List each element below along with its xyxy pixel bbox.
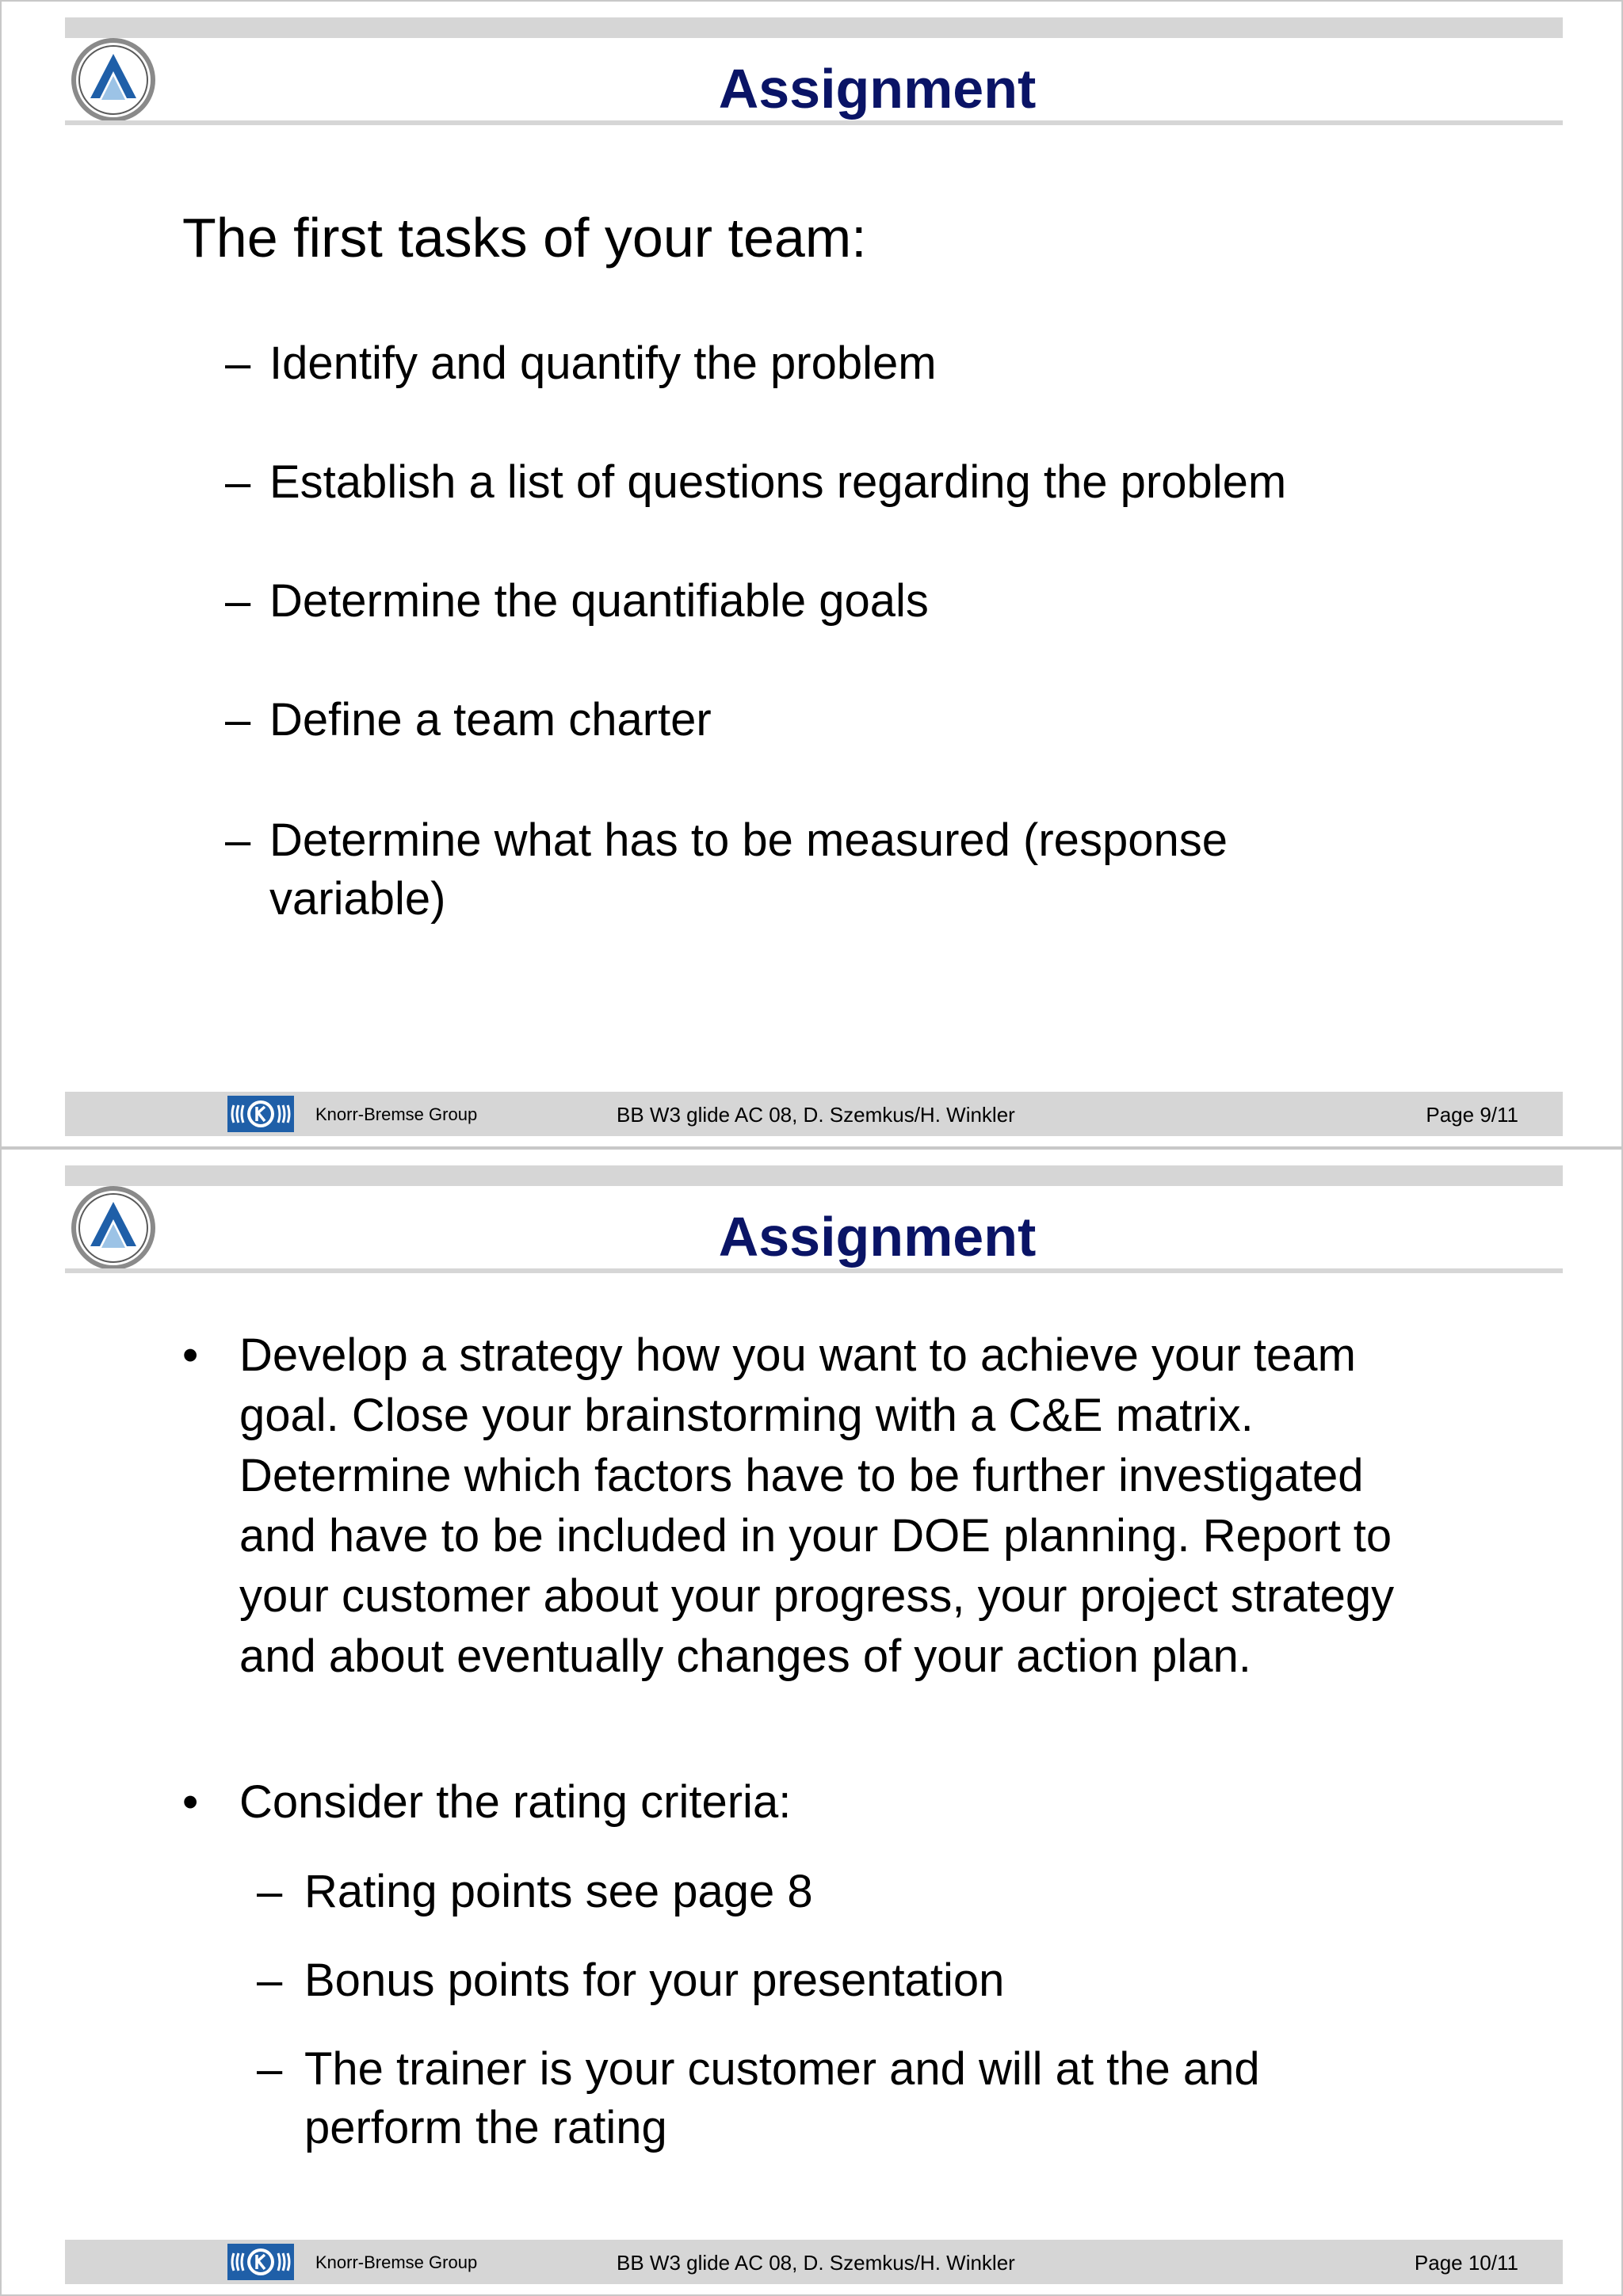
title-divider: [65, 120, 1563, 125]
bullet-item: [182, 1325, 1419, 1687]
bullet-text: Consider the rating criteria:: [239, 1776, 792, 1828]
dash-marker: –: [225, 338, 251, 389]
bullet-marker: •: [182, 1329, 199, 1381]
dash-marker: –: [225, 575, 251, 627]
footer-course: BB W3 glide AC 08, D. Szemkus/H. Winkler: [617, 1103, 1015, 1127]
list-item-text: Establish a list of questions regarding the problem: [269, 456, 1287, 508]
dash-marker: –: [225, 814, 251, 866]
header-bar: [65, 17, 1563, 38]
bullet-text: Develop a strategy how you want to achieve your team goal. Close your brainstorming with a C&E matrix. Determine which factors have to be further investigated and have to be included in your DOE planning. Report to your customer about your progress, your project strategy and about eventually changes of your action plan.: [239, 1329, 1395, 1682]
list-item: [257, 1951, 1445, 2010]
dash-marker: –: [225, 694, 251, 746]
list-item-text: Identify and quantify the problem: [269, 338, 937, 389]
list-item-text: Determine the quantifiable goals: [269, 575, 929, 627]
list-item: [225, 691, 1453, 749]
bullet-marker: •: [182, 1776, 199, 1828]
footer-bar: [65, 2240, 1563, 2284]
footer-page-number: Page 10/11: [1414, 2251, 1518, 2275]
list-item: [225, 334, 1453, 393]
dash-marker: –: [257, 2043, 283, 2095]
knorr-bremse-logo-icon: [227, 2244, 294, 2280]
list-item: [225, 453, 1453, 512]
dash-marker: –: [257, 1955, 283, 2006]
lead-text: The first tasks of your team:: [182, 207, 867, 269]
page-title: Assignment: [718, 1206, 1037, 1268]
list-item-text: Rating points see page 8: [304, 1866, 813, 1917]
list-item-text: The trainer is your customer and will at the and perform the rating: [304, 2043, 1260, 2153]
list-item-text: Bonus points for your presentation: [304, 1955, 1005, 2006]
list-item: [225, 572, 1453, 631]
list-item-text: Determine what has to be measured (response variable): [269, 814, 1228, 925]
list-item-text: Define a team charter: [269, 694, 712, 746]
dash-marker: –: [225, 456, 251, 508]
list-item: [257, 1863, 1445, 1921]
dash-marker: –: [257, 1866, 283, 1917]
knorr-bremse-logo-icon: [227, 1096, 294, 1132]
footer-page-number: Page 9/11: [1426, 1103, 1518, 1127]
slide-page-2: [0, 1148, 1623, 2296]
list-item: [257, 2040, 1382, 2157]
page-title: Assignment: [718, 58, 1037, 120]
footer-group: Knorr-Bremse Group: [315, 1104, 478, 1124]
footer-group: Knorr-Bremse Group: [315, 2252, 478, 2272]
bullet-item: [182, 1772, 1419, 1833]
title-divider: [65, 1268, 1563, 1273]
footer-course: BB W3 glide AC 08, D. Szemkus/H. Winkler: [617, 2251, 1015, 2275]
footer-bar: [65, 1092, 1563, 1136]
header-bar: [65, 1165, 1563, 1186]
list-item: [225, 811, 1350, 929]
